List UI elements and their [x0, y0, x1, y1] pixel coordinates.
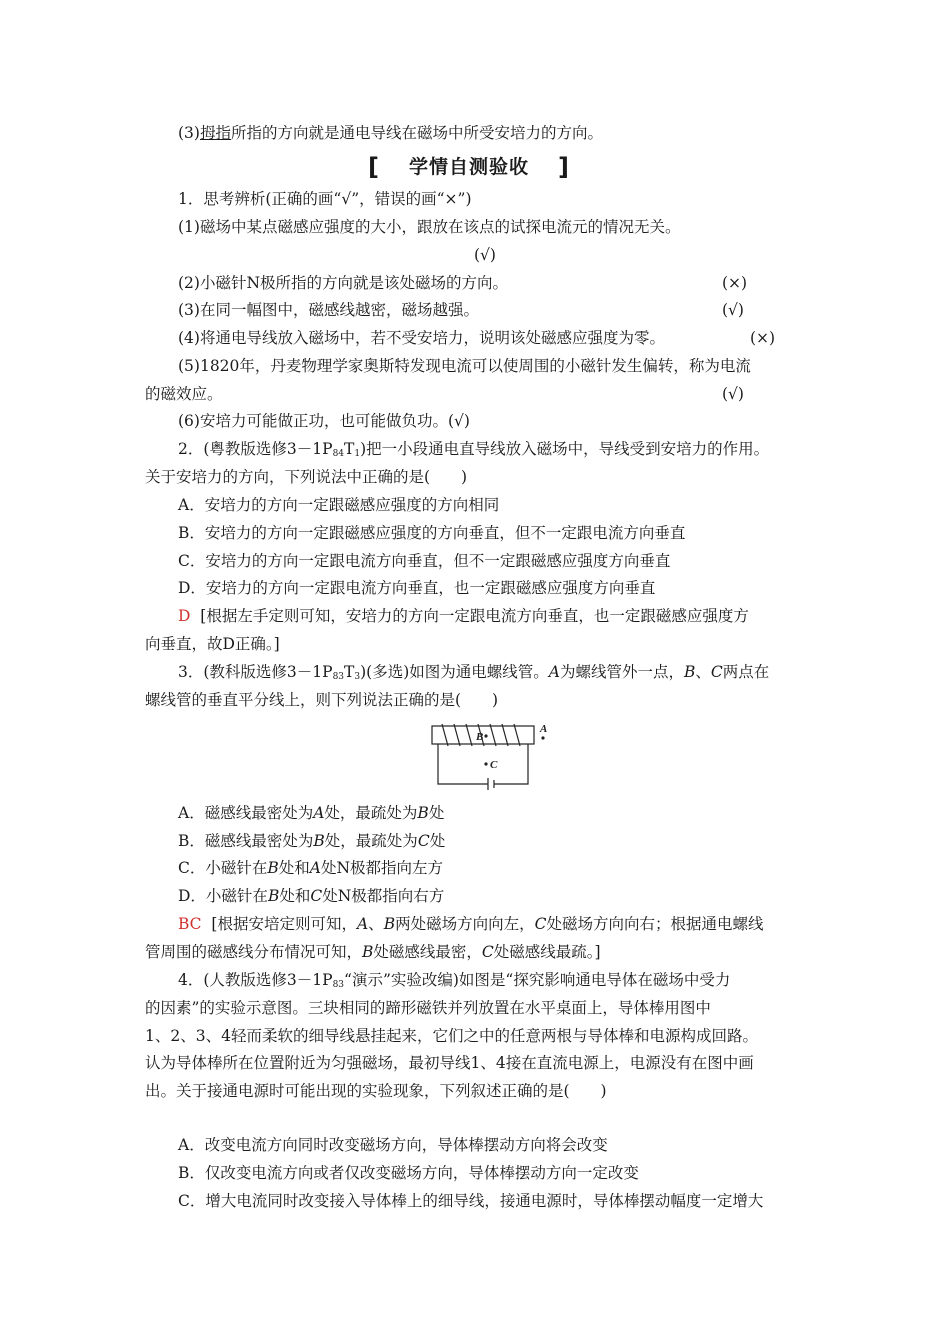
- q3-option-c: [178, 857, 443, 879]
- q4-stem-line2: 的因素”的实验示意图。三块相同的蹄形磁铁并列放置在水平桌面上，导体棒用图中: [145, 999, 711, 1017]
- q4-option-c: C．增大电流同时改变接入导体棒上的细导线，接通电源时，导体棒摆动幅度一定增大: [178, 1192, 764, 1210]
- q1-item-5-line1: (5)1820年，丹麦物理学家奥斯特发现电流可以使周围的小磁针发生偏转，称为电流: [178, 357, 751, 375]
- text: 两点在: [722, 663, 770, 681]
- text: 处N极都指向右方: [322, 887, 445, 905]
- text: 3．(教科版选修3－1P: [178, 663, 333, 681]
- var: B: [383, 915, 396, 933]
- solenoid-figure: [428, 716, 558, 790]
- underlined-term: 拇指: [199, 124, 231, 142]
- q4-option-a: A．改变电流方向同时改变磁场方向，导体棒摆动方向将会改变: [178, 1136, 608, 1154]
- q1-item-3-answer: (√): [722, 301, 744, 319]
- text: 处磁感线最疏。]: [493, 943, 601, 961]
- text: 处，最疏处为: [324, 832, 418, 850]
- q2-stem-line2: 关于安培力的方向，下列说法中正确的是( ): [145, 468, 468, 486]
- text: B．磁感线最密处为: [178, 832, 314, 850]
- var: B: [267, 887, 280, 905]
- q1-item-5-answer: (√): [722, 385, 744, 403]
- text: 所指的方向就是通电导线在磁场中所受安培力的方向。: [230, 124, 603, 142]
- q3-stem-line1: [178, 661, 769, 688]
- var: B: [313, 832, 325, 850]
- q1-item-4-answer: (×): [750, 329, 776, 347]
- var: C: [534, 915, 547, 933]
- q3-option-d: [178, 885, 444, 907]
- var: B: [362, 943, 374, 961]
- q2-option-c: C．安培力的方向一定跟电流方向垂直，但不一定跟磁感应强度方向垂直: [178, 552, 671, 570]
- var: A: [356, 915, 369, 933]
- fig-label-b: B: [476, 731, 484, 743]
- point-c-dot: [484, 762, 487, 765]
- circuit-wire: [438, 744, 528, 784]
- text: D．小磁针在: [178, 887, 268, 905]
- text: 处磁场方向向右；根据通电螺线: [546, 915, 764, 933]
- subscript: 84: [332, 449, 345, 459]
- var: B: [267, 859, 279, 877]
- text: (3): [178, 124, 200, 142]
- q2-option-a: A．安培力的方向一定跟磁感应强度的方向相同: [178, 496, 500, 514]
- text: 处和: [278, 859, 310, 877]
- point-a-dot: [541, 736, 544, 739]
- q3-option-a: [178, 802, 444, 824]
- text: 、: [695, 663, 711, 681]
- battery: [488, 778, 494, 790]
- var: C: [710, 663, 723, 681]
- q3-option-b: [178, 830, 445, 852]
- section-heading-text: 学情自测验收: [408, 156, 529, 178]
- var: A: [313, 804, 325, 822]
- subscript: 83: [332, 980, 345, 990]
- q2-option-d: D．安培力的方向一定跟电流方向垂直，也一定跟磁感应强度方向垂直: [178, 579, 656, 597]
- text: 2．(粤教版选修3－1P: [178, 440, 333, 458]
- q1-item-2: (2)小磁针N极所指的方向就是该处磁场的方向。: [178, 274, 509, 292]
- q2-option-b: B．安培力的方向一定跟磁感应强度的方向垂直，但不一定跟电流方向垂直: [178, 524, 686, 542]
- q1-item-6: (6)安培力可能做正功，也可能做负功。(√): [178, 412, 470, 430]
- text: 4．(人教版选修3－1P: [178, 971, 333, 989]
- text: )(多选)如图为通电螺线管。: [360, 663, 549, 681]
- text: 为螺线管外一点，: [559, 663, 684, 681]
- text: T: [344, 663, 355, 681]
- q2-explanation-line1: [178, 605, 749, 627]
- text: )把一小段通电直导线放入磁场中，导线受到安培力的作用。: [360, 440, 770, 458]
- subscript: 83: [332, 672, 345, 682]
- point-3-text: [178, 122, 603, 144]
- text: 处: [429, 832, 446, 850]
- q2-stem-line1: [178, 438, 769, 465]
- q3-stem-line2: 螺线管的垂直平分线上，则下列说法正确的是( ): [145, 691, 499, 709]
- text: 处磁感线最密，: [373, 943, 482, 961]
- q1-item-4: (4)将通电导线放入磁场中，若不受安培力，说明该处磁感应强度为零。: [178, 329, 665, 347]
- subscript: 3: [354, 672, 361, 682]
- q4-stem-line1: [178, 969, 730, 996]
- point-b-dot: [484, 734, 487, 737]
- text: 处: [428, 804, 445, 822]
- var: C: [310, 887, 323, 905]
- answer-key: D: [178, 607, 191, 625]
- q1-item-3: (3)在同一幅图中，磁感线越密，磁场越强。: [178, 301, 479, 319]
- fig-label-a: A: [540, 723, 548, 735]
- text: C．小磁针在: [178, 859, 268, 877]
- q4-stem-line4: 认为导体棒所在位置附近为匀强磁场，最初导线1、4接在直流电源上，电源没有在图中画: [145, 1054, 754, 1072]
- text: 处N极都指向左方: [320, 859, 444, 877]
- q3-explanation-line2: [145, 941, 601, 963]
- text: 处和: [279, 887, 311, 905]
- q4-stem-line3: 1、2、3、4轻而柔软的细导线悬挂起来，它们之中的任意两根与导体棒和电源构成回路。: [145, 1027, 758, 1045]
- var: B: [683, 663, 696, 681]
- q2-explanation-line2: 向垂直，故D正确。]: [145, 635, 280, 653]
- text: “演示”实验改编)如图是“探究影响通电导体在磁场中受力: [344, 971, 731, 989]
- var: C: [417, 832, 430, 850]
- left-bracket: [: [368, 153, 380, 181]
- text: [根据安培定则可知，: [211, 915, 357, 933]
- q4-option-b: B．仅改变电流方向或者仅改变磁场方向，导体棒摆动方向一定改变: [178, 1164, 639, 1182]
- text: 、: [368, 915, 384, 933]
- text: 管周围的磁感线分布情况可知，: [145, 943, 363, 961]
- right-bracket: ]: [558, 153, 570, 181]
- text: 处，最疏处为: [324, 804, 418, 822]
- subscript: 1: [354, 449, 361, 459]
- text: T: [344, 440, 355, 458]
- var: A: [309, 859, 321, 877]
- q1-item-2-answer: (×): [722, 274, 748, 292]
- q1-item-1: (1)磁场中某点磁感应强度的大小，跟放在该点的试探电流元的情况无关。: [178, 218, 681, 236]
- q3-explanation-line1: [178, 913, 763, 935]
- q1-title: 1．思考辨析(正确的画“√”，错误的画“×”): [178, 190, 472, 208]
- var: A: [548, 663, 560, 681]
- section-heading: [368, 152, 570, 182]
- text: A．磁感线最密处为: [178, 804, 314, 822]
- q1-item-1-answer: (√): [474, 246, 496, 264]
- text: 两处磁场方向向左，: [395, 915, 535, 933]
- var: C: [481, 943, 494, 961]
- answer-key: BC: [178, 915, 202, 933]
- q4-stem-line5: 出。关于接通电源时可能出现的实验现象，下列叙述正确的是( ): [145, 1082, 607, 1100]
- fig-label-c: C: [490, 759, 498, 771]
- text: [根据左手定则可知，安培力的方向一定跟电流方向垂直，也一定跟磁感应强度方: [200, 607, 749, 625]
- var: B: [417, 804, 429, 822]
- q1-item-5-line2: 的磁效应。: [145, 385, 223, 403]
